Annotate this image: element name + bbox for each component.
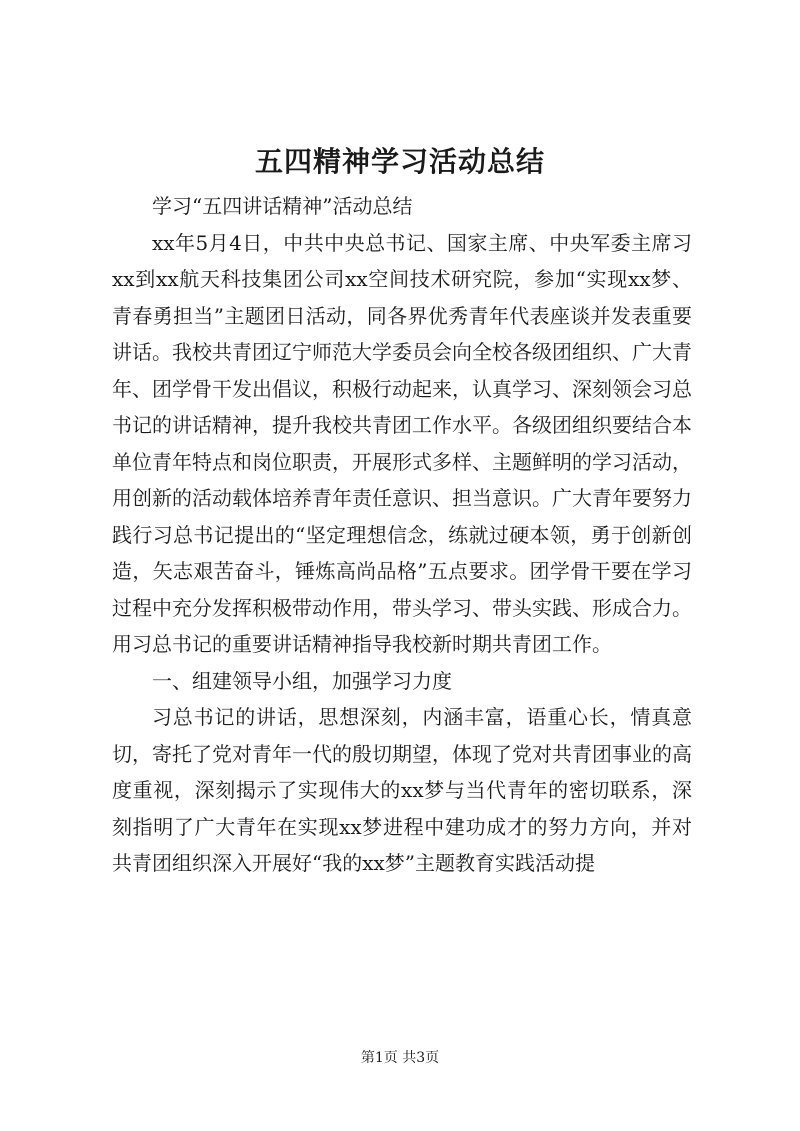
paragraph-subtitle: 学习“五四讲话精神”活动总结 (152, 194, 413, 218)
page-number-footer: 第1页 共3页 (360, 1050, 440, 1066)
document-title: 五四精神学习活动总结 (254, 145, 545, 178)
section-heading: 一、组建领导小组，加强学习力度 (152, 668, 452, 693)
document-body (112, 188, 692, 882)
paragraph-section-one: 习总书记的讲话，思想深刻，内涵丰富，语重心长，情真意切，寄托了党对青年一代的殷切期望，体现了党对共青团事业的高度重视，深刻揭示了实现伟大的xx梦与当代青年的密切联系，深刻指明了广大青年在实现xx梦进程中建功成才的努力方向，并对共青团组织深入开展好“我的xx梦”主题教育实践活动提 (112, 705, 692, 875)
paragraph-intro: xx年5月4日，中共中央总书记、国家主席、中央军委主席习xx到xx航天科技集团公司xx空间技术研究院，参加“实现xx梦、青春勇担当”主题团日活动，同各界优秀青年代表座谈并发表重要讲话。我校共青团辽宁师范大学委员会向全校各级团组织、广大青年、团学骨干发出倡议，积极行动起来，认真学习、深刻领会习总书记的讲话精神，提升我校共青团工作水平。各级团组织要结合本单位青年特点和岗位职责，开展形式多样、主题鲜明的学习活动，用创新的活动载体培养青年责任意识、担当意识。广大青年要努力践行习总书记提出的“坚定理想信念，练就过硬本领，勇于创新创造，矢志艰苦奋斗，锤炼高尚品格”五点要求。团学骨干要在学习过程中充分发挥积极带动作用，带头学习、带头实践、形成合力。用习总书记的重要讲话精神指导我校新时期共青团工作。 (112, 230, 692, 656)
